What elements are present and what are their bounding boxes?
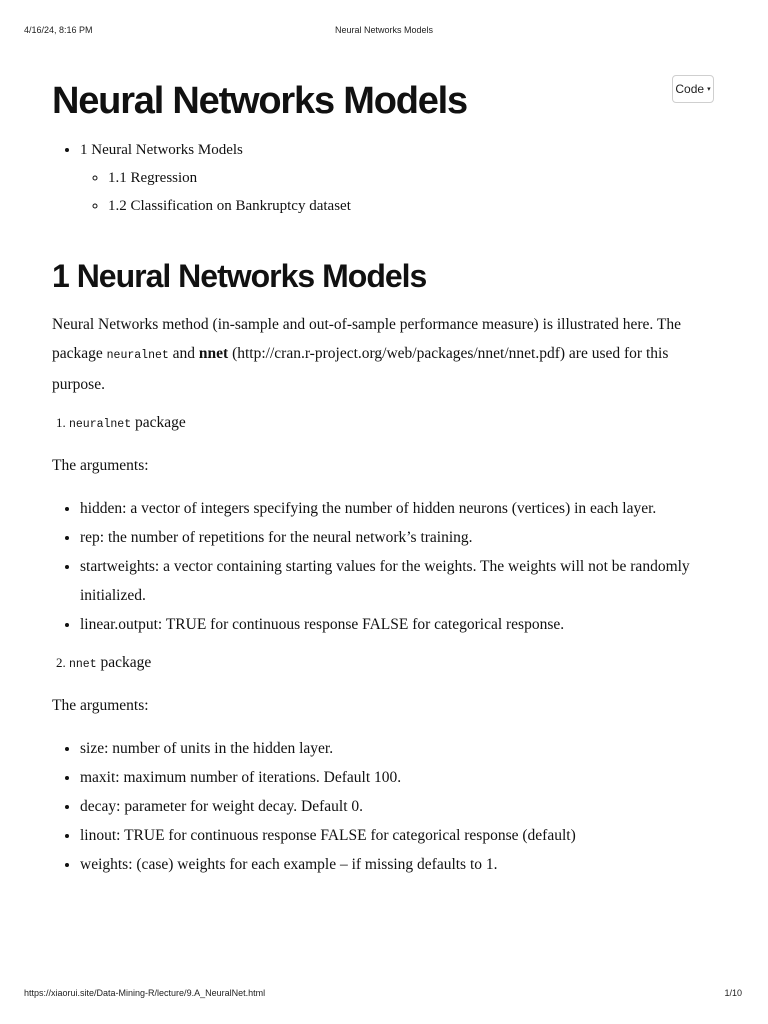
arguments-label: The arguments: (52, 697, 149, 714)
intro-paragraph (52, 310, 722, 399)
toc-item (108, 164, 722, 192)
intro-text: and (168, 345, 199, 362)
page-url: https://xiaorui.site/Data-Mining-R/lecture/9.A_NeuralNet.html (24, 988, 266, 998)
inline-code: neuralnet (69, 418, 132, 431)
table-of-contents (52, 136, 722, 220)
caret-down-icon: ▾ (707, 86, 711, 93)
package-item-text: package (131, 414, 186, 431)
print-header (0, 25, 768, 39)
print-date: 4/16/24, 8:16 PM (24, 25, 93, 35)
toc-item (80, 136, 722, 220)
toc-link-regression[interactable]: 1.1 Regression (108, 170, 198, 186)
page-title: Neural Networks Models (52, 80, 467, 122)
package-item (69, 409, 722, 439)
package-item (69, 649, 722, 679)
toc-link-neural-networks-models[interactable]: 1 Neural Networks Models (80, 142, 243, 158)
list-item: • hidden: a vector of integers specifying the number of hidden neurons (vertices) in each layer. (80, 494, 722, 523)
intro-text: Neural Networks method (in-sample and out-of-sample performance measure) is illustrated here. The package (52, 316, 681, 362)
list-item: • linear.output: TRUE for continuous response FALSE for categorical response. (80, 610, 722, 639)
inline-code: nnet (69, 658, 97, 671)
intro-text: (http://cran.r-project.org/web/packages/nnet/nnet.pdf) are used for this purpose. (52, 345, 669, 393)
list-item: • decay: parameter for weight decay. Default 0. (80, 792, 722, 821)
toc-item (108, 192, 722, 220)
document-body (52, 72, 722, 879)
package-list-2 (52, 649, 722, 679)
package-item-text: package (96, 654, 152, 671)
arguments-list-2 (52, 734, 722, 879)
page-number: 1/10 (724, 988, 742, 998)
arguments-list-1 (52, 494, 722, 639)
print-footer (0, 988, 768, 1002)
print-page-title: Neural Networks Models (334, 25, 434, 35)
arguments-label: The arguments: (52, 457, 149, 474)
code-button-label: Code (675, 82, 705, 96)
bold-term: nnet (198, 345, 229, 362)
section-heading: 1 Neural Networks Models (52, 258, 427, 294)
list-item: • weights: (case) weights for each example – if missing defaults to 1. (80, 850, 722, 879)
list-item: • maxit: maximum number of iterations. Default 100. (80, 763, 722, 792)
list-item: • size: number of units in the hidden layer. (80, 734, 722, 763)
toc-link-classification[interactable]: 1.2 Classification on Bankruptcy dataset (108, 198, 351, 214)
inline-code: neuralnet (106, 349, 169, 362)
list-item: • rep: the number of repetitions for the neural network’s training. (80, 523, 722, 552)
list-item: • linout: TRUE for continuous response FALSE for categorical response (default) (80, 821, 722, 850)
list-item: • startweights: a vector containing starting values for the weights. The weights will not be randomly initialized. (80, 552, 722, 610)
package-list-1 (52, 409, 722, 439)
